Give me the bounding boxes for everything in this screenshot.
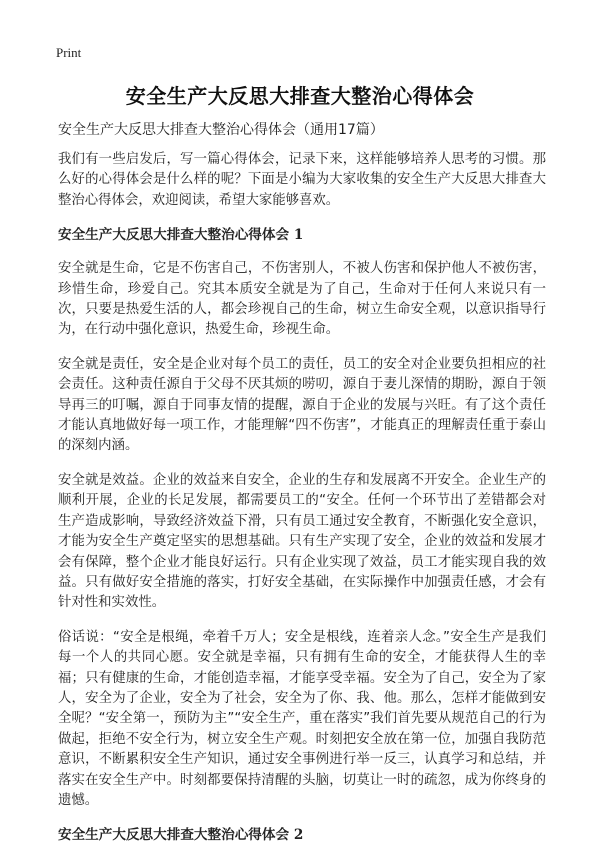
- section1-paragraph-3: 安全就是效益。企业的效益来自安全，企业的生存和发展离不开安全。企业生产的顺利开展，企业的长足发展，都需要员工的“安全。任何一个环节出了差错都会对生产造成影响，导致经济效益下滑，只有员工通过安全教育，不断强化安全意识，才能为安全生产奠定坚实的思想基础。只有生产实现了安全，企业的效益和发展才会有保障，整个企业才能良好运行。只有企业实现了效益，员工才能实现自我的效益。只有做好安全措施的落实，打好安全基础，在实际操作中加强责任感，才会有针对性和实效性。: [58, 472, 546, 611]
- intro-paragraph: 我们有一些启发后，写一篇心得体会，记录下来，这样能够培养人思考的习惯。那么好的心得体会是什么样的呢？下面是小编为大家收集的安全生产大反思大排查大整治心得体会，欢迎阅读，希望大家能够喜欢。: [58, 152, 546, 208]
- section-heading-1: 安全生产大反思大排查大整治心得体会 1: [58, 227, 304, 244]
- page-title: 安全生产大反思大排查大整治心得体会: [125, 84, 475, 108]
- section1-paragraph-2: 安全就是责任，安全是企业对每个员工的责任，员工的安全对企业要负担相应的社会责任。这种责任源自于父母不厌其烦的唠叨，源自于妻儿深情的期盼，源自于领导再三的叮嘱，源自于同事友情的提醒，源自于企业的发展与兴旺。有了这个责任才能认真地做好每一项工作，才能理解“四不伤害”，才能真正的理解责任重于泰山的深刻内涵。: [58, 356, 546, 454]
- section1-paragraph-1: 安全就是生命，它是不伤害自己，不伤害别人，不被人伤害和保护他人不被伤害，珍惜生命，珍爱自己。究其本质安全就是为了自己，生命对于任何人来说只有一次，只要是热爱生活的人，都会珍视自己的生命，树立生命安全观，以意识指导行为，在行动中强化意识，热爱生命，珍视生命。: [58, 261, 546, 338]
- section-heading-2: 安全生产大反思大排查大整治心得体会 2: [58, 827, 304, 844]
- print-link[interactable]: Print: [56, 45, 82, 60]
- article-body: [58, 150, 546, 859]
- section1-paragraph-4: 俗话说：“安全是根绳，牵着千万人；安全是根线，连着亲人念。”安全生产是我们每一个人的共同心愿。安全就是幸福，只有拥有生命的安全，才能获得人生的幸福；只有健康的生命，才能创造幸福，才能享受幸福。安全为了自己，安全为了家人，安全为了企业，安全为了社会，安全为了你、我、他。那么，怎样才能做到安全呢？“安全第一，预防为主”“安全生产，重在落实”我们首先要从规范自己的行为做起，拒绝不安全行为，树立安全生产观。时刻把安全放在第一位，加强自我防范意识，不断累积安全生产知识，通过安全事例进行举一反三，认真学习和总结，并落实在安全生产中。时刻都要保持清醒的头脑，切莫让一时的疏忽，成为你终身的遗憾。: [58, 629, 546, 808]
- subtitle: 安全生产大反思大排查大整治心得体会（通用17篇）: [58, 122, 384, 138]
